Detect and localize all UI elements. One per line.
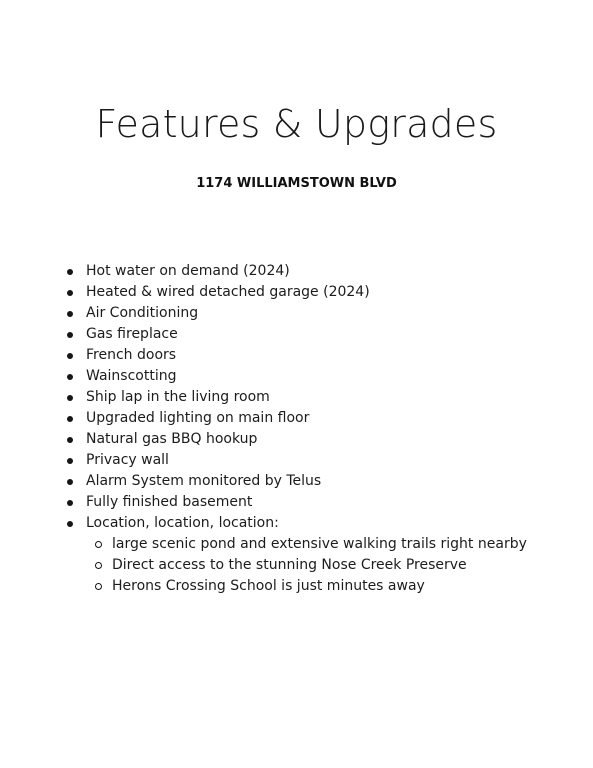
location-detail-text: Direct access to the stunning Nose Creek Preserve <box>112 557 467 573</box>
feature-text: Alarm System monitored by Telus <box>86 473 322 489</box>
bullet-icon <box>67 353 73 359</box>
features-list <box>64 261 544 597</box>
feature-text: Privacy wall <box>86 452 169 468</box>
feature-text: Wainscotting <box>86 368 177 384</box>
bullet-icon <box>67 395 73 401</box>
feature-item <box>64 450 544 471</box>
feature-item <box>64 261 544 282</box>
bullet-icon <box>67 311 73 317</box>
location-details-list <box>86 534 544 597</box>
bullet-icon <box>67 500 73 506</box>
feature-text: Upgraded lighting on main floor <box>86 410 310 426</box>
bullet-icon <box>67 290 73 296</box>
feature-item <box>64 366 544 387</box>
feature-item-location <box>64 513 544 597</box>
feature-item <box>64 324 544 345</box>
location-detail-item <box>86 555 544 576</box>
feature-text: Hot water on demand (2024) <box>86 263 290 279</box>
feature-text: Gas fireplace <box>86 326 178 342</box>
feature-text: Fully finished basement <box>86 494 253 510</box>
location-detail-item <box>86 534 544 555</box>
feature-text: Ship lap in the living room <box>86 389 270 405</box>
hollow-bullet-icon <box>95 562 102 569</box>
bullet-icon <box>67 416 73 422</box>
bullet-icon <box>67 269 73 275</box>
hollow-bullet-icon <box>95 583 102 590</box>
feature-text: Air Conditioning <box>86 305 199 321</box>
bullet-icon <box>67 374 73 380</box>
feature-text: Location, location, location: <box>86 515 279 531</box>
location-detail-item <box>86 576 544 597</box>
hollow-bullet-icon <box>95 541 102 548</box>
feature-text: French doors <box>86 347 177 363</box>
feature-item <box>64 408 544 429</box>
bullet-icon <box>67 458 73 464</box>
bullet-icon <box>67 479 73 485</box>
feature-text: Natural gas BBQ hookup <box>86 431 258 447</box>
location-detail-text: large scenic pond and extensive walking trails right nearby <box>112 536 527 552</box>
feature-item <box>64 429 544 450</box>
feature-item <box>64 282 544 303</box>
page-title: Features & Upgrades <box>95 102 498 146</box>
bullet-icon <box>67 437 73 443</box>
location-detail-text: Herons Crossing School is just minutes away <box>112 578 425 594</box>
feature-text: Heated & wired detached garage (2024) <box>86 284 370 300</box>
feature-item <box>64 303 544 324</box>
feature-item <box>64 492 544 513</box>
bullet-icon <box>67 332 73 338</box>
feature-item <box>64 471 544 492</box>
feature-item <box>64 387 544 408</box>
feature-item <box>64 345 544 366</box>
bullet-icon <box>67 521 73 527</box>
property-address: 1174 WILLIAMSTOWN BLVD <box>196 176 397 191</box>
